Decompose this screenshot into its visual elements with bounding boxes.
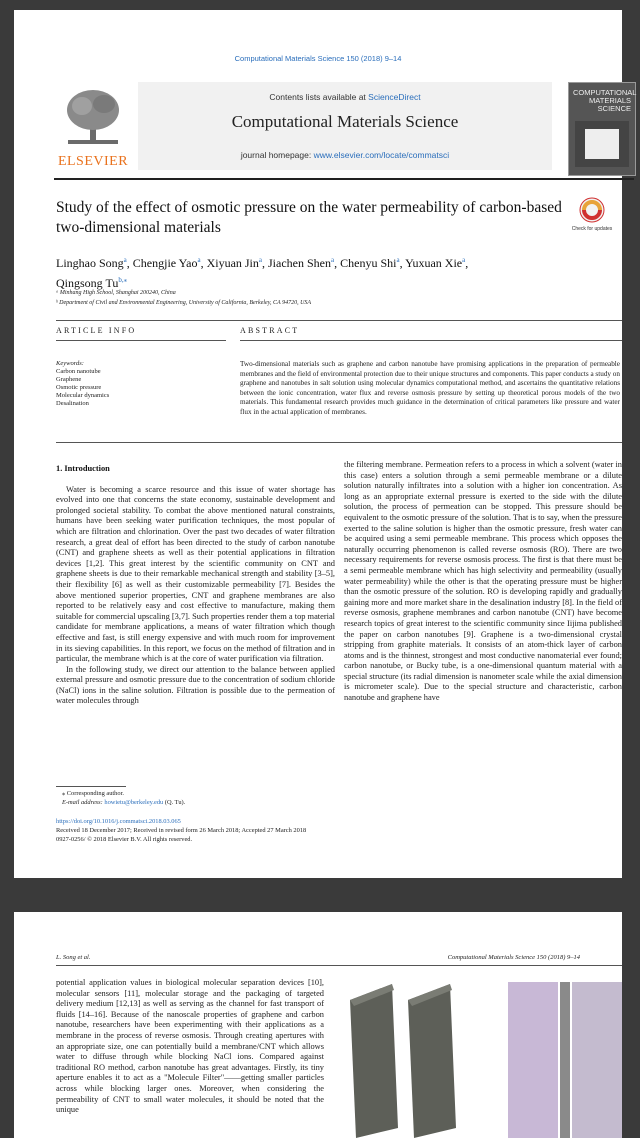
author[interactable]: Yuxuan Xie$^a$ [405, 256, 466, 270]
copyright-line: 0927-0256/ © 2018 Elsevier B.V. All rights reserved. [56, 836, 193, 843]
badge-label: Check for updates [571, 226, 613, 232]
article-title: Study of the effect of osmotic pressure on the water permeability of carbon-based two-dimensional materials [56, 199, 562, 236]
info-rule [56, 340, 226, 341]
cover-title: COMPUTATIONAL MATERIALS SCIENCE [573, 88, 637, 113]
intro-heading: 1. Introduction [56, 464, 110, 473]
author[interactable]: Chengjie Yao$^a$ [132, 256, 201, 270]
affiliation-b: ᵇ Department of Civil and Environmental Engineering, University of California, Berkeley, CA 94720, USA [56, 300, 312, 306]
contents-line: Contents lists available at ScienceDirect [269, 92, 421, 102]
running-author: L. Song et al. [56, 954, 91, 961]
keyword: Molecular dynamics [56, 392, 110, 399]
abstract-rule [240, 340, 622, 341]
keywords-label: Keywords: [56, 360, 84, 367]
paper-page-1 [14, 10, 637, 878]
journal-cover-thumbnail [568, 82, 636, 176]
cover-artwork [575, 121, 629, 167]
graphene-sheet-1 [350, 984, 398, 1138]
paper-page-2 [14, 912, 622, 1138]
email-line: E-mail address: howietu@berkeley.edu (Q. Tu). [62, 799, 186, 806]
elsevier-wordmark: ELSEVIER [57, 154, 129, 169]
journal-title: Computational Materials Science [231, 112, 459, 131]
page2-running-header [56, 954, 580, 961]
right-column: the filtering membrane. Permeation refers to a process in which a solvent (water in this case) enters a solution through a semi permeable membrane or a dilute solution naturally infiltrates into a solution with a higher ion concentration. As long as an appropriate external pressure is exerted to the side with the dilute solution, the process of permeation can be stopped. This pressure should be equivalent to the osmotic pressure of the solution. That is to say, when the pressure exerted to the saline solution is higher than the osmotic pressure, fresh water can be acquired using a semi permeable membrane. This process which opposes the naturally occurring phenomenon is called reverse osmosis (RO). There are two necessary requirements for reverse osmosis process. The first is that there must be a semi permeable membrane which has high selectivity and permeability (usually water permeability) while the other is that the operating pressure must be higher than the osmotic pressure of the solution. RO is developing rapidly and gradually gaining more and more market share in the desalination industry [8]. In the field of reverse osmosis, graphene membranes and carbon nanotube (CNT) have become research topics of great interest to the scientific community since Iijima published the paper on carbon nanotubes [9]. Graphene is a two-dimensional crystal stripping from graphite materials. It consists of an atom-thick layer of carbon atoms and is the thinnest, strongest and most conductive nanomaterial ever found; carbon nanotube, or Bucky tube, is a one-dimensional quantum material with a special structure (its radial dimension is nanometer scale while the axial dimension is micrometer scale). Due to the special structure and characteristic, carbon nanotube and graphene have [344, 460, 622, 703]
author[interactable]: Qingsong $Tu^{b,⁎}$ [56, 276, 128, 290]
page2-header-rule [56, 965, 622, 966]
elsevier-logo [54, 82, 132, 170]
keyword: Desalination [56, 400, 89, 407]
section-rule [56, 320, 622, 321]
masthead-rule [54, 178, 634, 180]
running-journal: Computational Materials Science 150 (2018) 9–14 [447, 954, 580, 961]
keyword: Carbon nanotube [56, 368, 101, 375]
homepage-line: journal homepage: www.elsevier.com/locate/commatsci [240, 150, 450, 160]
abstract-body: Two-dimensional materials such as graphene and carbon nanotube have promising applications in the preparation of permeable membranes and the field of environmental protection due to their unique structures and components. This paper conducts a study on graphene and nanotubes in salt solution using molecular dynamics computational method, and ascertains the quantitative relations between the ionic concentration, water flux and reverse osmosis pressure by setting up theoretical porous models of the two materials. This fundamental research provides much guidance in the determination of critical parameters like pressure and water flux in the actual application of membranes. [240, 360, 620, 416]
corresponding-author-note: ⁎ Corresponding author. [62, 790, 124, 797]
elsevier-tree-icon [64, 86, 122, 146]
sciencedirect-link[interactable]: ScienceDirect [368, 92, 421, 102]
simulation-figure [348, 978, 622, 1138]
water-box [508, 982, 622, 1138]
graphene-sheet-2 [408, 984, 456, 1138]
abstract-bottom-rule [56, 442, 622, 443]
footnote-rule [56, 786, 126, 787]
email-link[interactable]: howietu@berkeley.edu [104, 799, 164, 806]
author[interactable]: Xiyuan Jin$^a$ [206, 256, 263, 270]
left-column [56, 464, 335, 707]
author[interactable]: Jiachen Shen$^a$ [268, 256, 335, 270]
journal-running-header[interactable]: Computational Materials Science 150 (2018) 9–14 [234, 54, 402, 63]
doi-line [56, 818, 181, 827]
check-for-updates-icon[interactable] [572, 196, 612, 240]
article-info-heading: ARTICLE INFO [56, 326, 137, 335]
author[interactable]: Chenyu Shi$^a$ [340, 256, 400, 270]
doi-link[interactable]: https://doi.org/10.1016/j.commatsci.2018.03.065 [56, 818, 181, 825]
received-line: Received 18 December 2017; Received in revised form 26 March 2018; Accepted 27 March 2018 [56, 827, 307, 834]
keyword: Osmotic pressure [56, 384, 102, 391]
intro-paragraph-2: In the following study, we direct our attention to the balance between applied external pressure and osmotic pressure due to the concentration of sodium chloride (NaCl) ions in the saline solution. Filtration is possible due to the permeation of water molecules through [56, 664, 335, 706]
journal-homepage-link[interactable]: www.elsevier.com/locate/commatsci [313, 150, 450, 160]
journal-masthead [54, 70, 637, 174]
keyword: Graphene [56, 376, 82, 383]
author-list: Linghao Song$^a$, Chengjie Yao$^a$, Xiyuan Jin$^a$, Jiachen Shen$^a$, Chenyu Shi$^a$, Yuxuan Xie$^a$, Qingsong $Tu^{b,⁎}$ [56, 256, 469, 290]
author[interactable]: Linghao Song$^a$ [56, 256, 127, 270]
intro-paragraph-1: Water is becoming a scarce resource and this issue of water shortage has evolved into one that concerns the state economy, sustainable development and prolonged societal stability. To combat the above mentioned natural constraints, humans have been seeking water purification techniques, the most popular of which are filtration and chlorination. Over the past two decades of water filtration research, a great deal of effort has been directed to the study of carbon nanotube (CNT) and graphene sheets as well as their potential applications in filtration devices [1,2]. This great interest by the scientific community on CNT and graphene sheets is due to their remarkable mechanical strength and stability [3–5], their flexibility [6] as well as their customizable permeability [7]. Besides the above mentioned superior properties, CNT and graphene membranes are also reported to be relatively easy and cost effective to manufacture, making them suitable for commercial upscaling [3,7]. Such properties render them a top material candidate for membrane applications, a means of water filtration which though effective and fast, is still energy expensive and with much room for improvement in its sieving capabilities. In this report, we focus on the method of filtration and in particular, the membrane which is at the core of water purification via filtration. [56, 484, 335, 664]
affiliation-a: ᵃ Minhang High School, Shanghai 200240, China [56, 290, 176, 296]
journal-banner [138, 82, 552, 170]
abstract-heading: ABSTRACT [240, 326, 300, 335]
page2-left-column: potential application values in biological molecular separation devices [10], molecular sensors [11], molecular storage and the packaging of targeted delivery medium [12,13] as well as serving as the channel for fast transport of fluids [14–16]. Because of the nanoscale properties of graphene and carbon nanotube, researchers have been experimenting with their applications as a membrane in the process of reverse osmosis. Through creating apertures with an appropriate size, one can potentially build a membrane/CNT which allows water to diffuse through while blocking NaCl ions. Compared against traditional RO method, carbon nanotube has great advantages. Firstly, its tiny aperture enables it to act as a "Molecule Filter"——getting smaller particles across while blocking larger ones. Moreover, when considering the permeability of CNT to small water molecules, it should be noted that the unique [56, 978, 324, 1115]
